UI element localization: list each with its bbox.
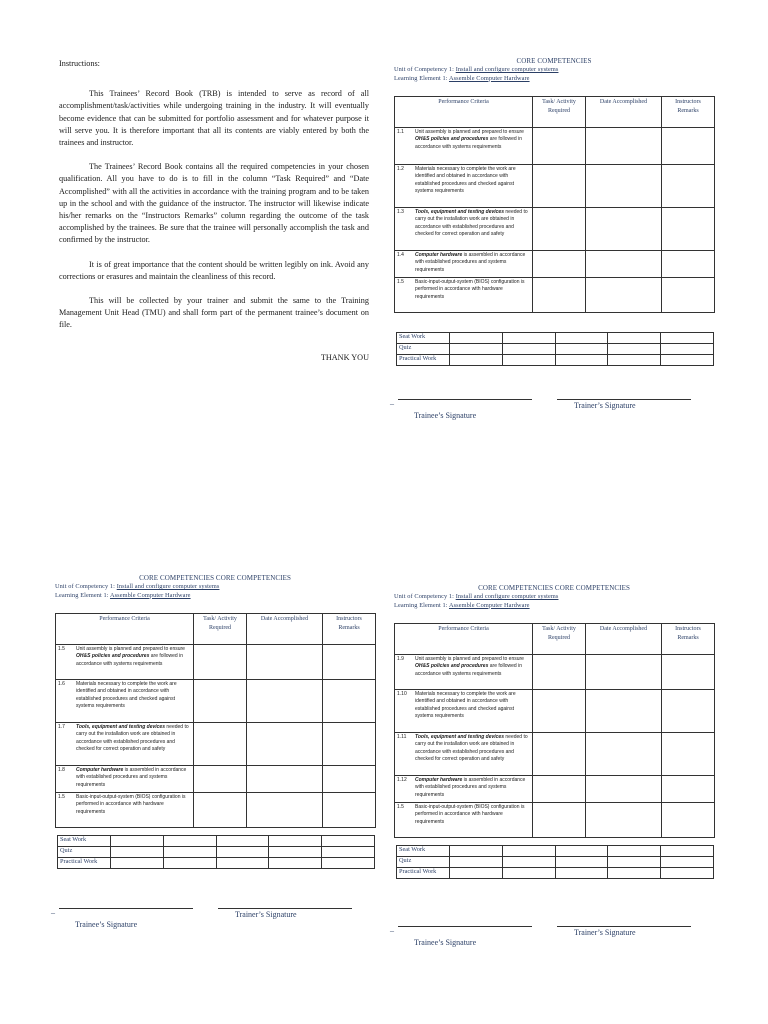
criteria-text — [415, 129, 530, 151]
score-cell[interactable] — [111, 847, 164, 858]
criteria-content — [397, 804, 530, 826]
criteria-text — [415, 804, 530, 826]
criteria-text-emphasis: Computer hardware — [415, 777, 463, 784]
thank-you-text: THANK YOU — [320, 352, 369, 362]
score-cell[interactable] — [269, 847, 322, 858]
criteria-text-pre: Materials necessary to complete the work are identified and obtained in accordance with established procedures and checked against systems requirements — [76, 681, 177, 709]
criteria-content — [58, 724, 191, 753]
score-cell[interactable] — [502, 868, 555, 879]
criteria-content — [397, 279, 530, 301]
signature-dash: _ — [390, 397, 394, 406]
criteria-number: 1.3 — [397, 209, 404, 216]
instructions-section — [59, 58, 369, 376]
score-label: Practical Work — [397, 868, 450, 879]
criteria-content — [397, 734, 530, 763]
table-row — [56, 680, 376, 723]
instructors-remarks-cell[interactable] — [662, 776, 715, 803]
criteria-cell — [56, 766, 194, 793]
date-accomplished-cell[interactable] — [247, 793, 323, 828]
trainee-signature-label: Trainee’s Signature — [414, 411, 477, 420]
instructions-paragraph-1: This Trainees’ Record Book (TRB) is intended to serve as record of all accomplishment/task/activities while undergoing training in the industry. It will eventually become evidence that can be submitted for portfolio assessment and for whatever purpose it will serve you. It is therefore important that all its contents are viably entered by both the trainees and instructor. — [59, 89, 369, 148]
score-cell[interactable] — [555, 846, 608, 857]
criteria-text-pre: Unit assembly is planned and prepared to ensure — [415, 129, 524, 136]
trainer-signature-label: Trainer’s Signature — [235, 910, 297, 919]
criteria-cell — [395, 690, 533, 733]
criteria-number: 1.2 — [397, 166, 404, 173]
criteria-cell — [395, 208, 533, 251]
header-task-activity: Task/ Activity Required — [533, 97, 586, 128]
score-row — [397, 846, 714, 857]
criteria-text — [415, 656, 530, 678]
score-cell[interactable] — [661, 355, 714, 366]
task-activity-cell[interactable] — [533, 733, 586, 776]
task-activity-cell[interactable] — [533, 208, 586, 251]
table-row — [56, 793, 376, 828]
instructions-paragraph-2: The Trainees’ Record Book contains all the required competencies in your chosen qualification. All you have to do is to fill in the column “Task Required” and “Date Accomplished” with all the activities in accordance with the training program and to be taken up in the school and with the guidance of the instructor. The instructor will likewise indicate his/her remarks on the “Instructors Remarks” column regarding the outcome of the task accomplished by the trainees. Be sure that the trainee will personally accomplish the task and confirmed by the instructor. — [59, 162, 369, 245]
date-accomplished-cell[interactable] — [586, 655, 662, 690]
table-row — [395, 776, 715, 803]
criteria-text-pre: Materials necessary to complete the work are identified and obtained in accordance with established procedures and checked against systems requirements — [415, 166, 516, 194]
table-header-row — [395, 97, 715, 128]
criteria-number: 1.8 — [58, 767, 65, 774]
criteria-number: 1.5 — [58, 646, 65, 653]
date-accomplished-cell[interactable] — [586, 690, 662, 733]
criteria-text-post: needed to carry out the installation work are obtained in accordance with established procedures and checked for correct operation and safety — [76, 724, 189, 752]
score-label: Seat Work — [397, 333, 450, 344]
date-accomplished-cell[interactable] — [586, 128, 662, 165]
task-activity-cell[interactable] — [533, 776, 586, 803]
criteria-text — [415, 734, 530, 763]
instructors-remarks-cell[interactable] — [662, 128, 715, 165]
criteria-content — [397, 209, 530, 238]
task-activity-cell[interactable] — [194, 793, 247, 828]
table-row — [395, 251, 715, 278]
unit-of-competency — [55, 583, 375, 592]
task-activity-cell[interactable] — [533, 278, 586, 313]
score-row — [58, 847, 375, 858]
task-activity-cell[interactable] — [194, 723, 247, 766]
uoc-value: Install and configure computer systems — [455, 593, 559, 600]
criteria-text-pre: Basic-input-output-system (BIOS) configuration is performed in accordance with hardware requirements — [415, 279, 525, 300]
performance-criteria-table — [55, 613, 376, 828]
score-label: Practical Work — [58, 858, 111, 869]
score-cell[interactable] — [608, 355, 661, 366]
signature-dash: _ — [390, 924, 394, 933]
date-accomplished-cell[interactable] — [586, 733, 662, 776]
criteria-content — [397, 166, 530, 195]
criteria-cell — [395, 278, 533, 313]
criteria-number: 1.5 — [397, 804, 404, 811]
score-label: Seat Work — [58, 836, 111, 847]
criteria-text-emphasis: Tools, equipment and testing devices — [76, 724, 165, 731]
criteria-text-emphasis: OH&S policies and procedures — [76, 653, 150, 660]
date-accomplished-cell[interactable] — [586, 165, 662, 208]
instructors-remarks-cell[interactable] — [662, 165, 715, 208]
trainer-signature-line[interactable] — [557, 926, 691, 927]
uoc-label: Unit of Competency 1: — [394, 66, 454, 73]
task-activity-cell[interactable] — [533, 251, 586, 278]
trainee-signature-label: Trainee’s Signature — [75, 920, 138, 929]
table-row — [395, 278, 715, 313]
criteria-cell — [395, 655, 533, 690]
criteria-content — [58, 681, 191, 710]
score-cell[interactable] — [216, 858, 269, 869]
score-cell[interactable] — [502, 355, 555, 366]
criteria-text — [76, 794, 191, 816]
instructors-remarks-cell[interactable] — [323, 645, 376, 680]
score-cell[interactable] — [608, 857, 661, 868]
criteria-text-post: is assembled in accordance with established procedures and systems requirements — [415, 777, 526, 798]
table-row — [395, 208, 715, 251]
task-activity-cell[interactable] — [533, 128, 586, 165]
instructors-remarks-cell[interactable] — [662, 803, 715, 838]
criteria-text-post: is assembled in accordance with established procedures and systems requirements — [415, 252, 526, 273]
score-cell[interactable] — [608, 846, 661, 857]
score-cell[interactable] — [555, 355, 608, 366]
trainer-signature-line[interactable] — [218, 908, 352, 909]
score-cell[interactable] — [450, 355, 503, 366]
trainee-signature-line[interactable] — [59, 908, 193, 909]
trainer-signature-label: Trainer’s Signature — [574, 928, 636, 937]
table-row — [56, 645, 376, 680]
uoc-value: Install and configure computer systems — [116, 583, 220, 590]
instructions-paragraph-3: It is of great importance that the content should be written legibly on ink. Avoid any corrections or erasures and maintain the cleanliness of this record. — [59, 259, 369, 281]
date-accomplished-cell[interactable] — [247, 645, 323, 680]
criteria-text-post: are followed in accordance with systems requirements — [76, 653, 183, 667]
uoc-label: Unit of Competency 1: — [55, 583, 115, 590]
score-cell[interactable] — [502, 333, 555, 344]
task-activity-cell[interactable] — [533, 803, 586, 838]
score-cell[interactable] — [661, 868, 714, 879]
table-row — [395, 690, 715, 733]
score-cell[interactable] — [661, 344, 714, 355]
date-accomplished-cell[interactable] — [586, 208, 662, 251]
trainer-signature-line[interactable] — [557, 399, 691, 400]
criteria-content — [58, 767, 191, 789]
score-cell[interactable] — [163, 847, 216, 858]
score-cell[interactable] — [608, 868, 661, 879]
score-cell[interactable] — [269, 836, 322, 847]
score-cell[interactable] — [661, 846, 714, 857]
score-row — [397, 355, 714, 366]
score-cell[interactable] — [269, 858, 322, 869]
criteria-number: 1.5 — [397, 279, 404, 286]
criteria-cell — [395, 733, 533, 776]
criteria-number: 1.10 — [397, 691, 407, 698]
scores-table — [396, 332, 714, 366]
criteria-text-post: is assembled in accordance with established procedures and systems requirements — [76, 767, 187, 788]
performance-criteria-table — [394, 623, 715, 838]
header-performance-criteria: Performance Criteria — [56, 614, 194, 645]
score-cell[interactable] — [555, 857, 608, 868]
criteria-content — [58, 646, 191, 668]
trainee-signature-line[interactable] — [398, 399, 532, 400]
date-accomplished-cell[interactable] — [247, 766, 323, 793]
score-row — [397, 857, 714, 868]
criteria-content — [397, 777, 530, 799]
criteria-cell — [56, 680, 194, 723]
instructors-remarks-cell[interactable] — [662, 690, 715, 733]
score-label: Seat Work — [397, 846, 450, 857]
score-label: Practical Work — [397, 355, 450, 366]
instructors-remarks-cell[interactable] — [662, 251, 715, 278]
unit-of-competency — [394, 593, 714, 602]
table-row — [395, 803, 715, 838]
uoc-value: Install and configure computer systems — [455, 66, 559, 73]
score-cell[interactable] — [322, 858, 375, 869]
table-row — [56, 723, 376, 766]
performance-criteria-table — [394, 96, 715, 313]
score-cell[interactable] — [163, 858, 216, 869]
score-cell[interactable] — [216, 847, 269, 858]
score-cell[interactable] — [322, 836, 375, 847]
criteria-text — [76, 646, 191, 668]
score-label: Quiz — [58, 847, 111, 858]
criteria-text — [76, 724, 191, 753]
task-activity-cell[interactable] — [533, 690, 586, 733]
competency-sheet-top-right — [390, 57, 714, 420]
trainee-signature-label: Trainee’s Signature — [414, 938, 477, 947]
date-accomplished-cell[interactable] — [586, 803, 662, 838]
criteria-text-post: are followed in accordance with systems requirements — [415, 136, 522, 150]
score-row — [397, 344, 714, 355]
criteria-cell — [395, 128, 533, 165]
score-cell[interactable] — [661, 333, 714, 344]
instructors-remarks-cell[interactable] — [323, 766, 376, 793]
task-activity-cell[interactable] — [194, 766, 247, 793]
score-cell[interactable] — [216, 836, 269, 847]
score-cell[interactable] — [111, 836, 164, 847]
score-cell[interactable] — [450, 868, 503, 879]
header-date-accomplished: Date Accomplished — [586, 624, 662, 655]
task-activity-cell[interactable] — [533, 655, 586, 690]
learning-element — [394, 602, 714, 611]
criteria-text-emphasis: Computer hardware — [76, 767, 124, 774]
uoc-label: Unit of Competency 1: — [394, 593, 454, 600]
sheet-title: CORE COMPETENCIES — [516, 57, 592, 65]
date-accomplished-cell[interactable] — [586, 251, 662, 278]
instructions-paragraph-4: This will be collected by your trainer and submit the same to the Training Management Unit Head (TMU) and shall form part of the permanent trainee’s document on file. — [59, 296, 369, 330]
task-activity-cell[interactable] — [194, 680, 247, 723]
score-label: Quiz — [397, 344, 450, 355]
criteria-number: 1.9 — [397, 656, 404, 663]
criteria-number: 1.4 — [397, 252, 404, 259]
header-performance-criteria: Performance Criteria — [395, 624, 533, 655]
instructors-remarks-cell[interactable] — [323, 680, 376, 723]
trainee-signature-line[interactable] — [398, 926, 532, 927]
table-header-row — [56, 614, 376, 645]
criteria-text — [76, 681, 191, 710]
score-label: Quiz — [397, 857, 450, 868]
score-cell[interactable] — [450, 344, 503, 355]
criteria-content — [397, 129, 530, 151]
date-accomplished-cell[interactable] — [247, 680, 323, 723]
instructions-heading: Instructions: — [59, 59, 100, 68]
instructors-remarks-cell[interactable] — [662, 655, 715, 690]
header-date-accomplished: Date Accomplished — [586, 97, 662, 128]
date-accomplished-cell[interactable] — [586, 278, 662, 313]
score-cell[interactable] — [555, 333, 608, 344]
criteria-text-emphasis: Tools, equipment and testing devices — [415, 734, 504, 741]
le-value: Assemble Computer Hardware — [448, 601, 530, 609]
criteria-cell — [395, 165, 533, 208]
header-instructors-remarks: Instructors Remarks — [662, 97, 715, 128]
criteria-text — [415, 166, 530, 195]
criteria-text-pre: Unit assembly is planned and prepared to ensure — [76, 646, 185, 653]
trainer-signature-label: Trainer’s Signature — [574, 401, 636, 410]
criteria-cell — [56, 793, 194, 828]
table-row — [395, 165, 715, 208]
criteria-content — [397, 252, 530, 274]
table-row — [395, 128, 715, 165]
instructors-remarks-cell[interactable] — [662, 278, 715, 313]
task-activity-cell[interactable] — [194, 645, 247, 680]
score-row — [397, 333, 714, 344]
table-row — [395, 733, 715, 776]
criteria-text-emphasis: Computer hardware — [415, 252, 463, 259]
criteria-cell — [56, 645, 194, 680]
table-header-row — [395, 624, 715, 655]
learning-element — [394, 75, 714, 84]
criteria-text-post: needed to carry out the installation work are obtained in accordance with established procedures and checked for correct operation and safety — [415, 209, 528, 237]
le-value: Assemble Computer Hardware — [448, 74, 530, 82]
score-cell[interactable] — [502, 857, 555, 868]
score-cell[interactable] — [555, 868, 608, 879]
criteria-cell — [395, 776, 533, 803]
score-cell[interactable] — [450, 333, 503, 344]
criteria-text — [76, 767, 191, 789]
le-label: Learning Element 1: — [394, 74, 448, 82]
le-value: Assemble Computer Hardware — [109, 591, 191, 599]
score-cell[interactable] — [111, 858, 164, 869]
score-cell[interactable] — [450, 857, 503, 868]
header-instructors-remarks: Instructors Remarks — [662, 624, 715, 655]
score-cell[interactable] — [502, 344, 555, 355]
criteria-content — [397, 691, 530, 720]
criteria-text — [415, 777, 530, 799]
criteria-text-emphasis: Tools, equipment and testing devices — [415, 209, 504, 216]
criteria-text-emphasis: OH&S policies and procedures — [415, 136, 489, 143]
criteria-number: 1.11 — [397, 734, 407, 741]
score-cell[interactable] — [608, 344, 661, 355]
task-activity-cell[interactable] — [533, 165, 586, 208]
criteria-number: 1.6 — [58, 681, 65, 688]
criteria-number: 1.12 — [397, 777, 407, 784]
criteria-text — [415, 252, 530, 274]
criteria-text-pre: Basic-input-output-system (BIOS) configuration is performed in accordance with hardware requirements — [76, 794, 186, 815]
scores-table — [57, 835, 375, 869]
sheet-title: CORE COMPETENCIES CORE COMPETENCIES — [478, 584, 630, 592]
score-row — [397, 868, 714, 879]
criteria-content — [397, 656, 530, 678]
criteria-content — [58, 794, 191, 816]
score-cell[interactable] — [555, 344, 608, 355]
criteria-number: 1.5 — [58, 794, 65, 801]
criteria-text-pre: Basic-input-output-system (BIOS) configuration is performed in accordance with hardware requirements — [415, 804, 525, 825]
criteria-number: 1.1 — [397, 129, 404, 136]
criteria-cell — [395, 251, 533, 278]
score-cell[interactable] — [661, 857, 714, 868]
score-cell[interactable] — [608, 333, 661, 344]
table-row — [395, 655, 715, 690]
instructors-remarks-cell[interactable] — [662, 733, 715, 776]
criteria-text-emphasis: OH&S policies and procedures — [415, 663, 489, 670]
score-cell[interactable] — [322, 847, 375, 858]
score-cell[interactable] — [163, 836, 216, 847]
le-label: Learning Element 1: — [394, 601, 448, 609]
table-row — [56, 766, 376, 793]
date-accomplished-cell[interactable] — [247, 723, 323, 766]
score-row — [58, 836, 375, 847]
criteria-cell — [56, 723, 194, 766]
criteria-text-post: needed to carry out the installation work are obtained in accordance with established procedures and checked for correct operation and safety — [415, 734, 528, 762]
criteria-text — [415, 691, 530, 720]
competency-sheet-bottom-left — [51, 574, 375, 929]
header-performance-criteria: Performance Criteria — [395, 97, 533, 128]
instructors-remarks-cell[interactable] — [323, 723, 376, 766]
criteria-text-pre: Materials necessary to complete the work are identified and obtained in accordance with established procedures and checked against systems requirements — [415, 691, 516, 719]
date-accomplished-cell[interactable] — [586, 776, 662, 803]
sheet-title: CORE COMPETENCIES CORE COMPETENCIES — [139, 574, 291, 582]
scores-table — [396, 845, 714, 879]
score-row — [58, 858, 375, 869]
criteria-text-pre: Unit assembly is planned and prepared to ensure — [415, 656, 524, 663]
criteria-text — [415, 209, 530, 238]
criteria-number: 1.7 — [58, 724, 65, 731]
header-task-activity: Task/ Activity Required — [533, 624, 586, 655]
le-label: Learning Element 1: — [55, 591, 109, 599]
criteria-text-post: are followed in accordance with systems requirements — [415, 663, 522, 677]
learning-element — [55, 592, 375, 601]
criteria-text — [415, 279, 530, 301]
score-cell[interactable] — [450, 846, 503, 857]
unit-of-competency — [394, 66, 714, 75]
score-cell[interactable] — [502, 846, 555, 857]
header-instructors-remarks: Instructors Remarks — [323, 614, 376, 645]
header-date-accomplished: Date Accomplished — [247, 614, 323, 645]
instructors-remarks-cell[interactable] — [662, 208, 715, 251]
signature-dash: _ — [51, 906, 55, 915]
instructors-remarks-cell[interactable] — [323, 793, 376, 828]
header-task-activity: Task/ Activity Required — [194, 614, 247, 645]
criteria-cell — [395, 803, 533, 838]
competency-sheet-bottom-right — [390, 584, 714, 947]
